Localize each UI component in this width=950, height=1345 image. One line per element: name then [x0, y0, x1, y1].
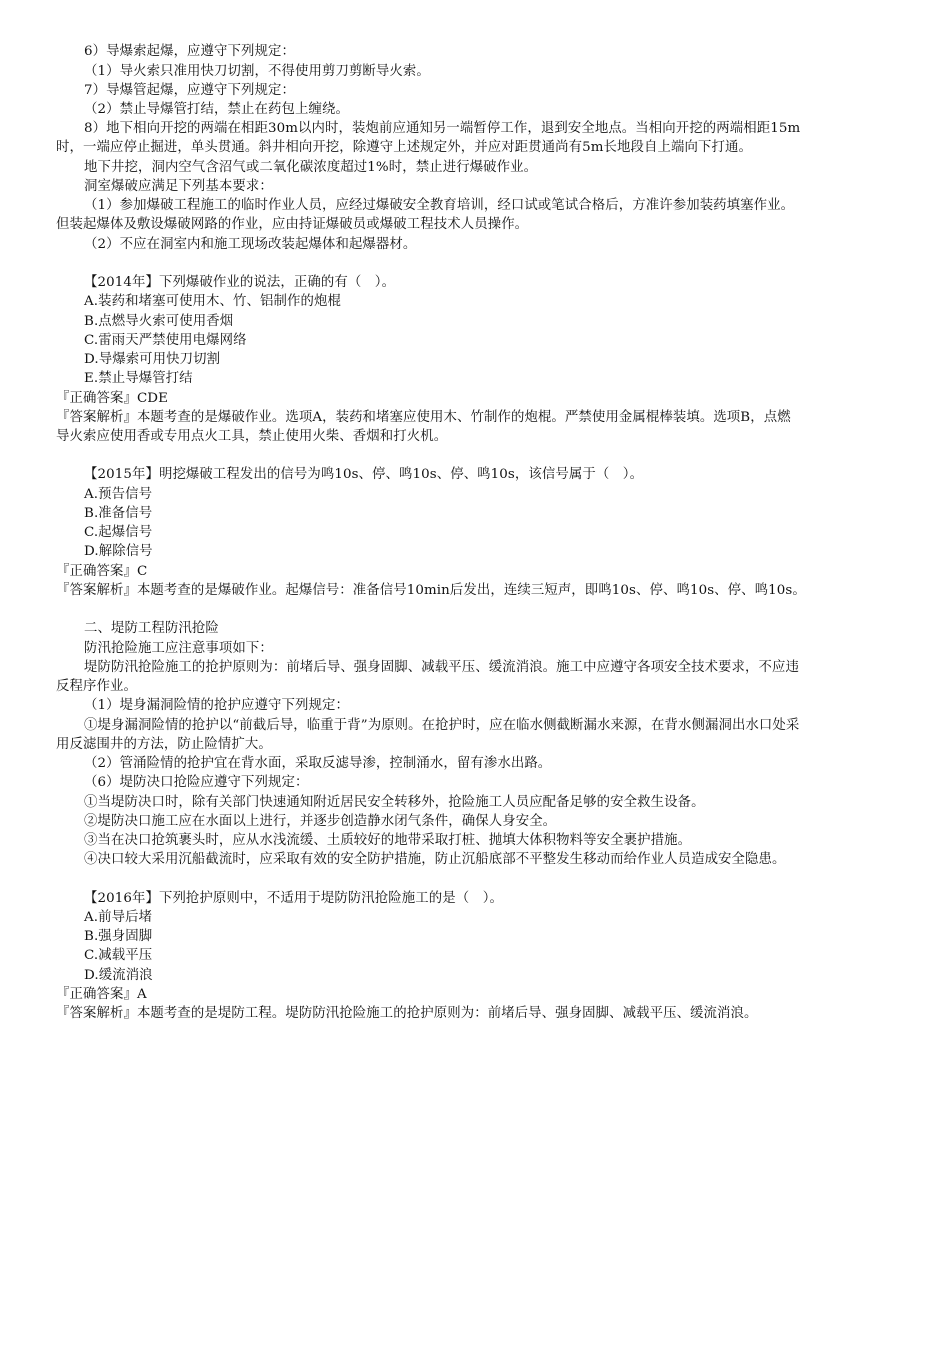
text-line: 洞室爆破应满足下列基本要求： — [84, 179, 273, 194]
text-line: （1）导火索只准用快刀切割，不得使用剪刀剪断导火索。 — [84, 64, 430, 79]
correct-answer: 『正确答案』A — [56, 987, 147, 1002]
question-stem-2016: 【2016年】下列抢护原则中，不适用于堤防防汛抢险施工的是（ ）。 — [84, 891, 504, 906]
answer-analysis: 『答案解析』本题考查的是堤防工程。堤防防汛抢险施工的抢护原则为：前堵后导、强身固脚、减载平压、缓流消浪。 — [56, 1006, 758, 1021]
option-a: A.预告信号 — [84, 487, 153, 502]
question-stem-2015: 【2015年】明挖爆破工程发出的信号为鸣10s、停、鸣10s、停、鸣10s，该信号属于（ ）。 — [84, 467, 644, 482]
correct-answer: 『正确答案』CDE — [56, 391, 168, 406]
text-line: 但装起爆体及敷设爆破网路的作业，应由持证爆破员或爆破工程技术人员操作。 — [56, 217, 529, 232]
text-line: 8）地下相向开挖的两端在相距30m以内时，装炮前应通知另一端暂停工作，退到安全地点。当相向开挖的两端相距15m — [84, 121, 801, 136]
option-e: E.禁止导爆管打结 — [84, 371, 193, 386]
option-d: D.解除信号 — [84, 544, 153, 559]
text-line: 堤防防汛抢险施工的抢护原则为：前堵后导、强身固脚、减载平压、缓流消浪。施工中应遵守各项安全技术要求，不应违 — [84, 660, 799, 675]
option-d: D.缓流消浪 — [84, 968, 153, 983]
text-line: ①堤身漏洞险情的抢护以“前截后导，临重于背”为原则。在抢护时，应在临水侧截断漏水来源，在背水侧漏洞出水口处采 — [84, 718, 800, 733]
text-line: ④决口较大采用沉船截流时，应采取有效的安全防护措施，防止沉船底部不平整发生移动而给作业人员造成安全隐患。 — [84, 852, 786, 867]
text-line: 反程序作业。 — [56, 679, 137, 694]
option-b: B.强身固脚 — [84, 929, 153, 944]
section-heading: 二、堤防工程防汛抢险 — [84, 621, 219, 636]
text-line: ②堤防决口施工应在水面以上进行，并逐步创造静水闭气条件，确保人身安全。 — [84, 814, 557, 829]
text-line: 时，一端应停止掘进，单头贯通。斜井相向开挖，除遵守上述规定外，并应对距贯通尚有5m长地段自上端向下打通。 — [56, 140, 752, 155]
answer-analysis: 『答案解析』本题考查的是爆破作业。选项A，装药和堵塞应使用木、竹制作的炮棍。严禁使用金属棍棒装填。选项B，点燃 — [56, 410, 791, 425]
option-c: C.雷雨天严禁使用电爆网络 — [84, 333, 247, 348]
option-d: D.导爆索可用快刀切割 — [84, 352, 221, 367]
text-line: 6）导爆索起爆，应遵守下列规定： — [84, 44, 295, 59]
text-line: （2）禁止导爆管打结，禁止在药包上缠绕。 — [84, 102, 349, 117]
text-line: （1）堤身漏洞险情的抢护应遵守下列规定： — [84, 698, 349, 713]
answer-analysis: 导火索应使用香或专用点火工具，禁止使用火柴、香烟和打火机。 — [56, 429, 448, 444]
option-a: A.装药和堵塞可使用木、竹、铝制作的炮棍 — [84, 294, 341, 309]
option-c: C.起爆信号 — [84, 525, 153, 540]
text-line: 7）导爆管起爆，应遵守下列规定： — [84, 83, 295, 98]
text-line: （1）参加爆破工程施工的临时作业人员，应经过爆破安全教育培训，经口试或笔试合格后，方准许参加装药填塞作业。 — [84, 198, 795, 213]
text-line: ①当堤防决口时，除有关部门快速通知附近居民安全转移外，抢险施工人员应配备足够的安全救生设备。 — [84, 795, 705, 810]
text-line: （6）堤防决口抢险应遵守下列规定： — [84, 775, 309, 790]
text-line: （2）管涌险情的抢护宜在背水面，采取反滤导渗，控制涌水，留有渗水出路。 — [84, 756, 552, 771]
correct-answer: 『正确答案』C — [56, 564, 148, 579]
text-line: （2）不应在洞室内和施工现场改装起爆体和起爆器材。 — [84, 237, 417, 252]
option-b: B.点燃导火索可使用香烟 — [84, 314, 234, 329]
option-b: B.准备信号 — [84, 506, 153, 521]
text-line: 用反滤围井的方法，防止险情扩大。 — [56, 737, 272, 752]
text-line: 地下井挖，洞内空气含沼气或二氧化碳浓度超过1%时，禁止进行爆破作业。 — [84, 160, 538, 175]
question-stem-2014: 【2014年】下列爆破作业的说法，正确的有（ ）。 — [84, 275, 396, 290]
text-line: ③当在决口抢筑裹头时，应从水浅流缓、土质较好的地带采取打桩、抛填大体积物料等安全裹护措施。 — [84, 833, 692, 848]
answer-analysis: 『答案解析』本题考查的是爆破作业。起爆信号：准备信号10min后发出，连续三短声，即鸣10s、停、鸣10s、停、鸣10s。 — [56, 583, 806, 598]
option-c: C.减载平压 — [84, 948, 153, 963]
option-a: A.前导后堵 — [84, 910, 153, 925]
text-line: 防汛抢险施工应注意事项如下： — [84, 641, 273, 656]
